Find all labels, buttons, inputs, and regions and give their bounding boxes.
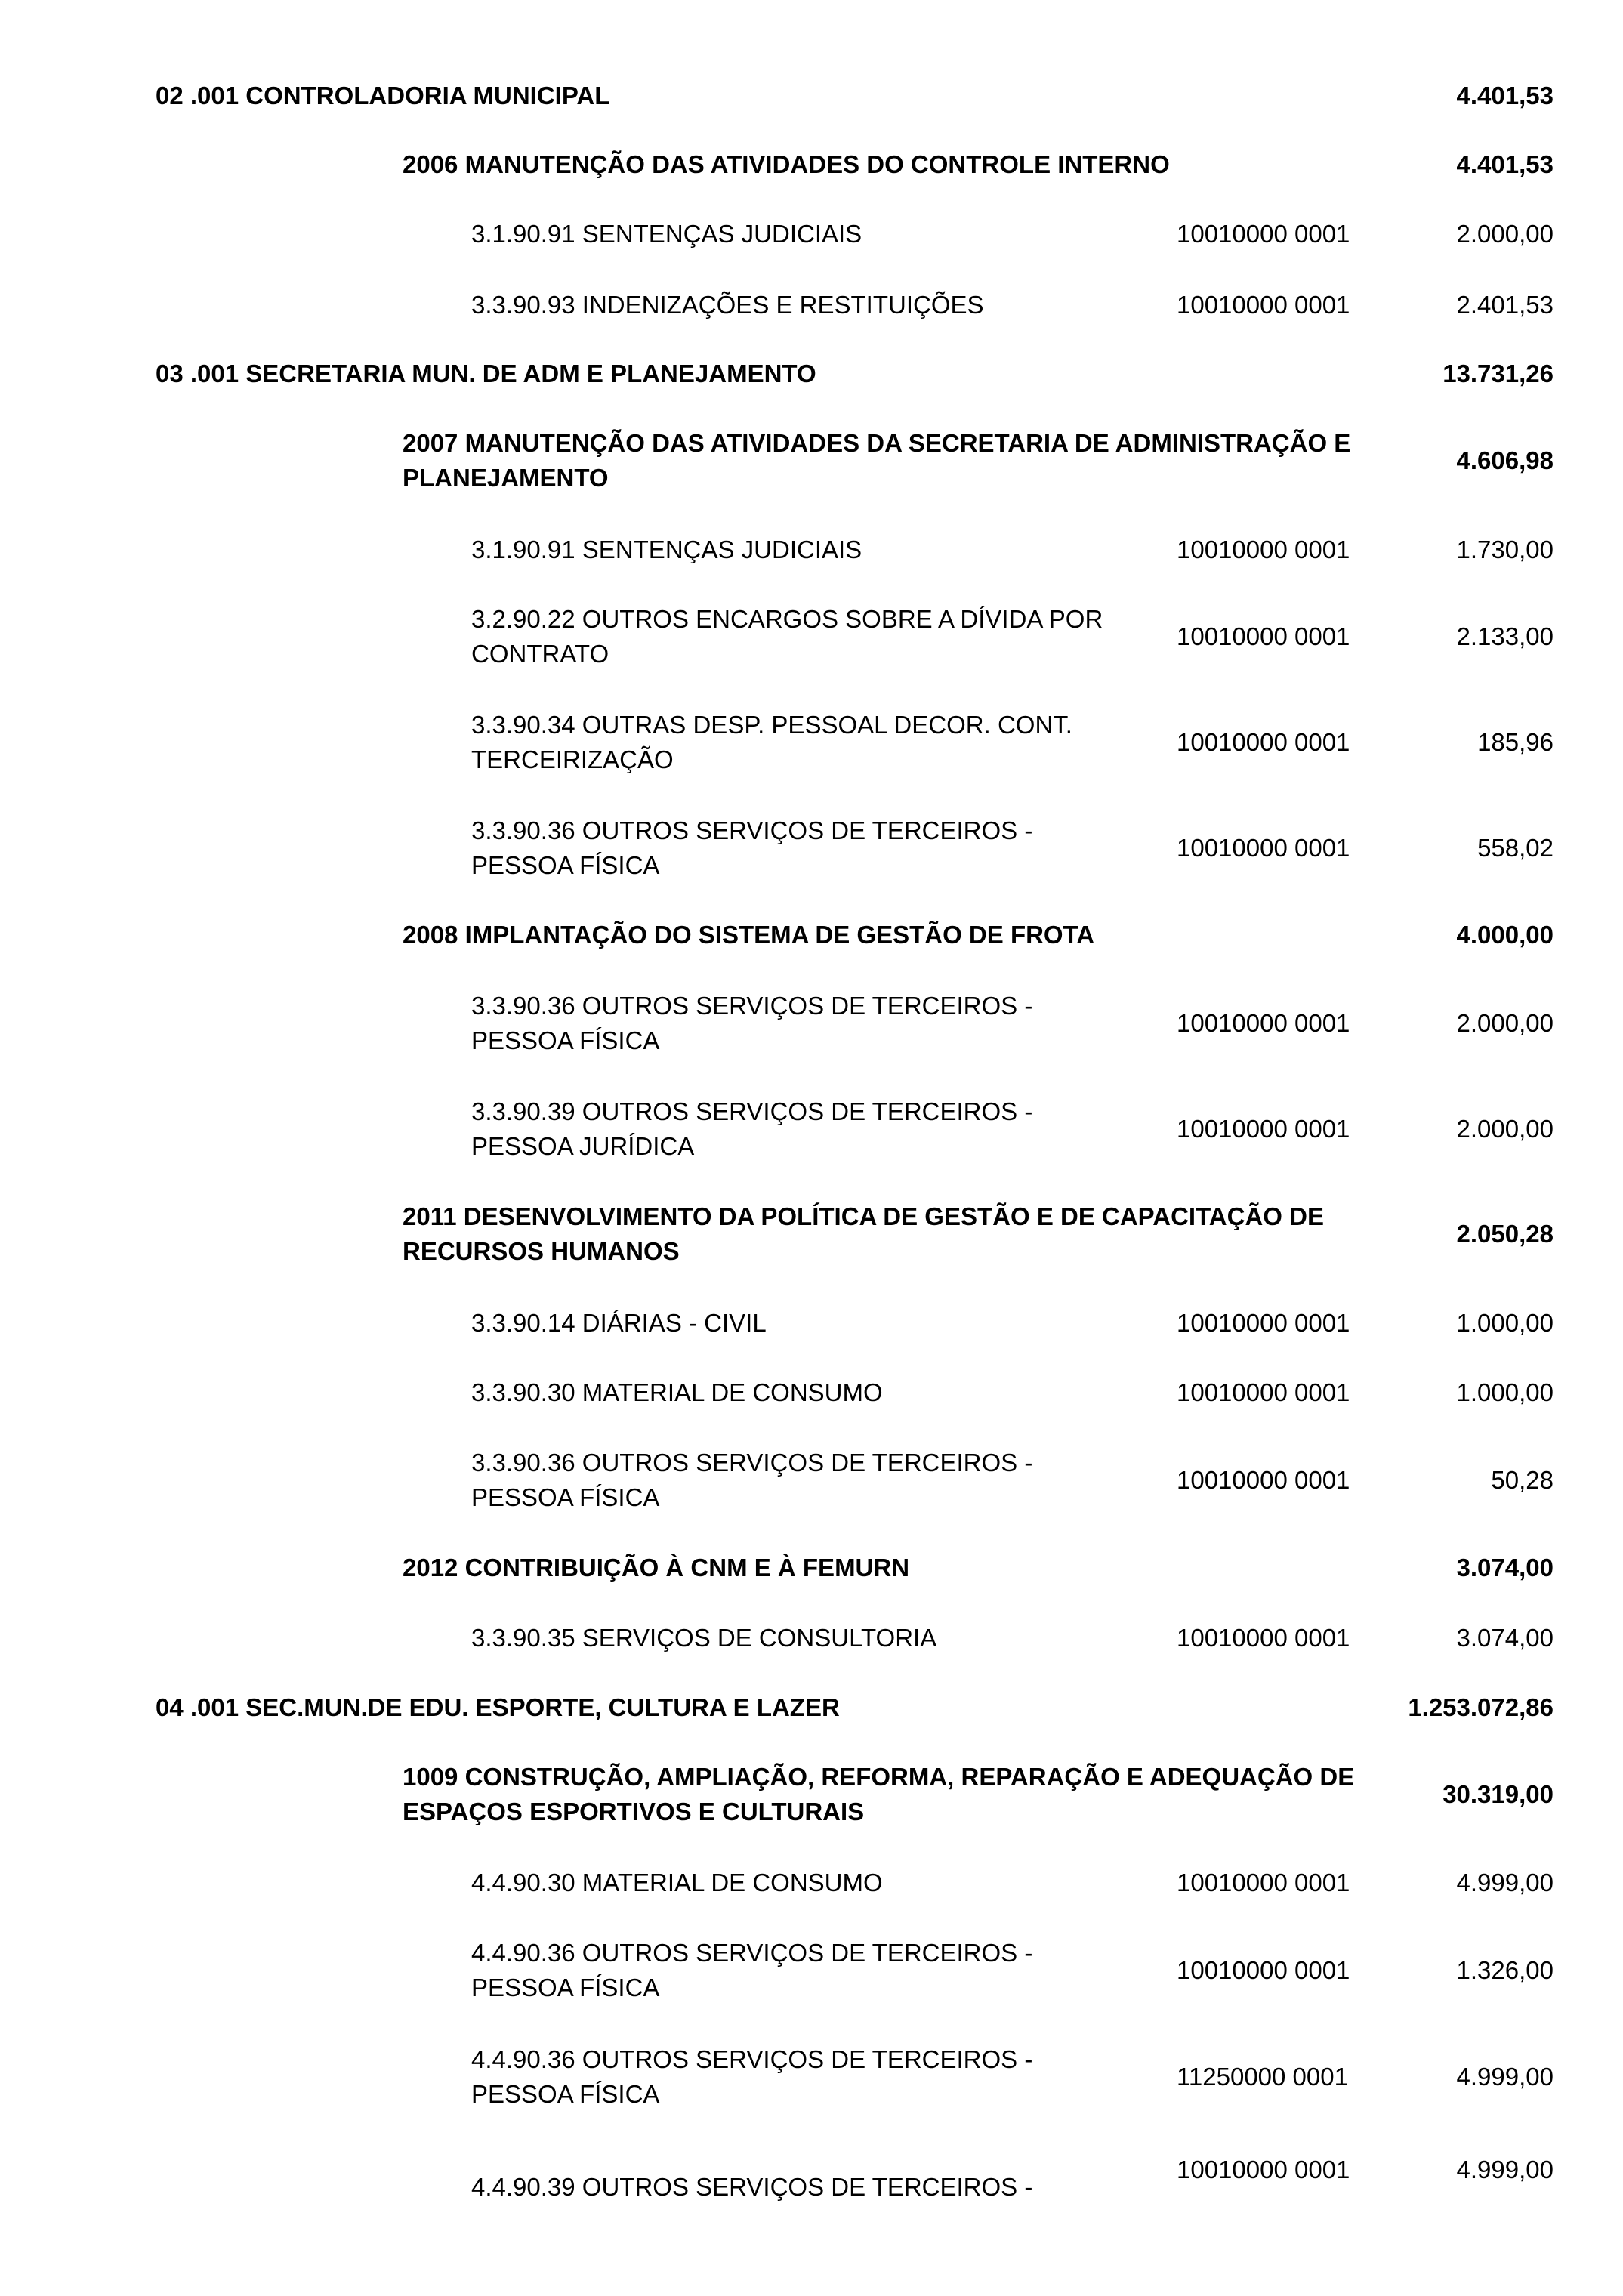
- item-description: 4.4.90.36 OUTROS SERVIÇOS DE TERCEIROS - PESSOA FÍSICA: [471, 2045, 1033, 2108]
- action-total: 2.050,28: [1456, 1220, 1554, 1248]
- item-fonte: 10010000 0001: [1177, 1956, 1350, 1984]
- item-fonte: 10010000 0001: [1177, 834, 1350, 862]
- item-value: 2.401,53: [1456, 291, 1554, 319]
- item-description: 3.3.90.34 OUTRAS DESP. PESSOAL DECOR. CONT. TERCEIRIZAÇÃO: [471, 711, 1072, 773]
- item-value: 3.074,00: [1456, 1624, 1554, 1652]
- org-total: 1.253.072,86: [1408, 1693, 1554, 1721]
- org-title: 03 .001 SECRETARIA MUN. DE ADM E PLANEJAMENTO: [156, 360, 816, 387]
- item-fonte: 10010000 0001: [1177, 220, 1350, 248]
- item-fonte: 10010000 0001: [1177, 1009, 1350, 1037]
- action-total: 4.000,00: [1456, 921, 1554, 949]
- item-description: 3.3.90.30 MATERIAL DE CONSUMO: [471, 1378, 883, 1406]
- item-fonte: 10010000 0001: [1177, 622, 1350, 650]
- action-title: 2008 IMPLANTAÇÃO DO SISTEMA DE GESTÃO DE FROTA: [403, 921, 1095, 949]
- item-description: 3.3.90.36 OUTROS SERVIÇOS DE TERCEIROS - PESSOA FÍSICA: [471, 1449, 1033, 1511]
- item-fonte: 10010000 0001: [1177, 728, 1350, 756]
- org-total: 4.401,53: [1456, 82, 1554, 110]
- item-fonte: 10010000 0001: [1177, 1309, 1350, 1337]
- item-value: 1.730,00: [1456, 535, 1554, 563]
- item-fonte: 10010000 0001: [1177, 2156, 1350, 2183]
- item-description: 3.3.90.35 SERVIÇOS DE CONSULTORIA: [471, 1624, 937, 1652]
- item-value: 4.999,00: [1456, 1869, 1554, 1896]
- item-description: 3.3.90.39 OUTROS SERVIÇOS DE TERCEIROS - PESSOA JURÍDICA: [471, 1097, 1033, 1160]
- item-description: 3.3.90.93 INDENIZAÇÕES E RESTITUIÇÕES: [471, 291, 984, 319]
- org-total: 13.731,26: [1442, 360, 1554, 387]
- item-value: 2.133,00: [1456, 622, 1554, 650]
- item-fonte: 10010000 0001: [1177, 535, 1350, 563]
- item-fonte: 10010000 0001: [1177, 1378, 1350, 1406]
- item-description: 3.3.90.36 OUTROS SERVIÇOS DE TERCEIROS - PESSOA FÍSICA: [471, 992, 1033, 1054]
- item-fonte: 10010000 0001: [1177, 291, 1350, 319]
- action-total: 3.074,00: [1456, 1554, 1554, 1582]
- item-value: 558,02: [1477, 834, 1554, 862]
- item-value: 2.000,00: [1456, 1009, 1554, 1037]
- item-description: 4.4.90.36 OUTROS SERVIÇOS DE TERCEIROS - PESSOA FÍSICA: [471, 1939, 1033, 2001]
- action-title: 2007 MANUTENÇÃO DAS ATIVIDADES DA SECRETARIA DE ADMINISTRAÇÃO E PLANEJAMENTO: [403, 429, 1351, 492]
- item-fonte: 10010000 0001: [1177, 1115, 1350, 1143]
- item-value: 2.000,00: [1456, 1115, 1554, 1143]
- action-total: 4.606,98: [1456, 446, 1554, 474]
- item-description: 3.1.90.91 SENTENÇAS JUDICIAIS: [471, 220, 862, 248]
- item-value: 2.000,00: [1456, 220, 1554, 248]
- item-description: 4.4.90.39 OUTROS SERVIÇOS DE TERCEIROS -: [471, 2173, 1033, 2201]
- item-description: 3.3.90.36 OUTROS SERVIÇOS DE TERCEIROS - PESSOA FÍSICA: [471, 816, 1033, 879]
- org-title: 02 .001 CONTROLADORIA MUNICIPAL: [156, 82, 610, 110]
- item-value: 1.000,00: [1456, 1378, 1554, 1406]
- item-description: 4.4.90.30 MATERIAL DE CONSUMO: [471, 1869, 883, 1896]
- item-value: 4.999,00: [1456, 2063, 1554, 2091]
- item-value: 185,96: [1477, 728, 1554, 756]
- action-total: 30.319,00: [1442, 1780, 1554, 1808]
- item-fonte: 10010000 0001: [1177, 1466, 1350, 1494]
- action-title: 1009 CONSTRUÇÃO, AMPLIAÇÃO, REFORMA, REPARAÇÃO E ADEQUAÇÃO DE ESPAÇOS ESPORTIVOS E CULTURAIS: [403, 1763, 1355, 1825]
- action-title: 2006 MANUTENÇÃO DAS ATIVIDADES DO CONTROLE INTERNO: [403, 150, 1170, 178]
- item-description: 3.3.90.14 DIÁRIAS - CIVIL: [471, 1309, 767, 1337]
- org-title: 04 .001 SEC.MUN.DE EDU. ESPORTE, CULTURA E LAZER: [156, 1693, 840, 1721]
- action-title: 2012 CONTRIBUIÇÃO À CNM E À FEMURN: [403, 1554, 910, 1582]
- action-title: 2011 DESENVOLVIMENTO DA POLÍTICA DE GESTÃO E DE CAPACITAÇÃO DE RECURSOS HUMANOS: [403, 1202, 1324, 1265]
- item-description: 3.1.90.91 SENTENÇAS JUDICIAIS: [471, 535, 862, 563]
- item-fonte: 10010000 0001: [1177, 1869, 1350, 1896]
- item-value: 1.326,00: [1456, 1956, 1554, 1984]
- item-value: 4.999,00: [1456, 2156, 1554, 2183]
- item-fonte: 11250000 0001: [1177, 2063, 1348, 2091]
- item-description: 3.2.90.22 OUTROS ENCARGOS SOBRE A DÍVIDA POR CONTRATO: [471, 605, 1103, 668]
- item-fonte: 10010000 0001: [1177, 1624, 1350, 1652]
- action-total: 4.401,53: [1456, 150, 1554, 178]
- item-value: 1.000,00: [1456, 1309, 1554, 1337]
- item-value: 50,28: [1491, 1466, 1554, 1494]
